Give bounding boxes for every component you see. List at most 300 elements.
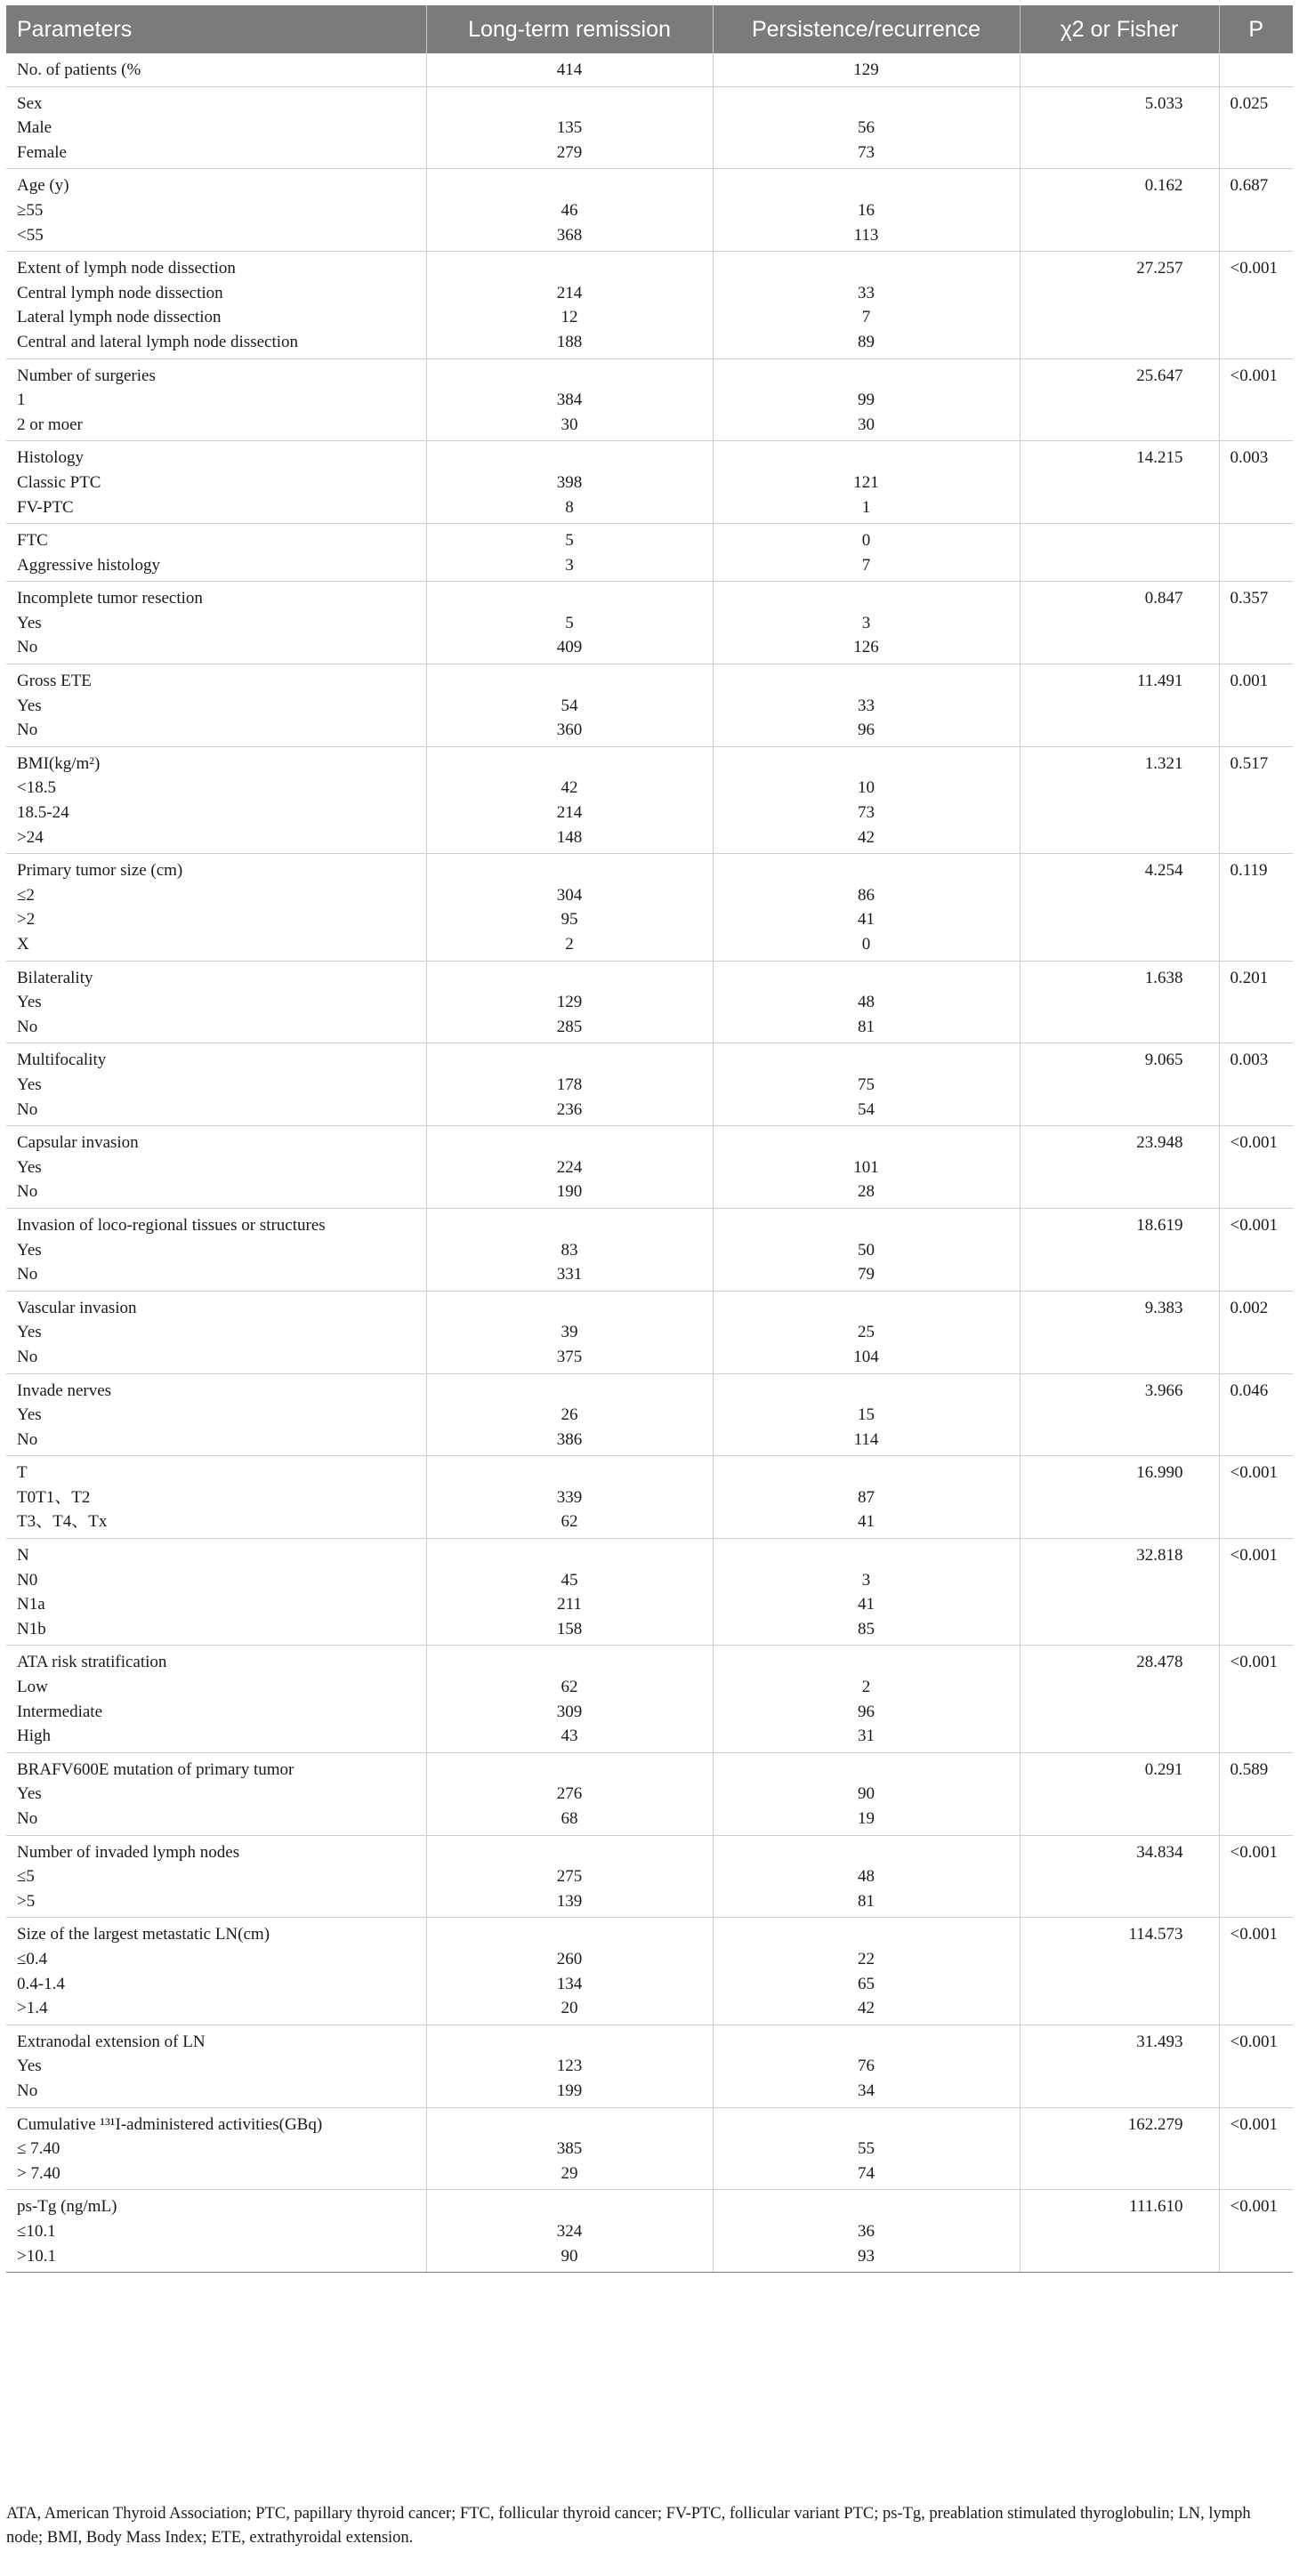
parameter-cell (6, 86, 426, 169)
remission-count: 304 (556, 885, 583, 905)
recurrence-count (724, 1213, 1009, 1238)
parameter-label: 0.4-1.4 (17, 1974, 65, 1993)
statistic-cell (1020, 746, 1219, 853)
recurrence-count: 0 (861, 935, 871, 954)
recurrence-count: 48 (858, 993, 875, 1012)
statistic-value: 111.610 (1129, 2197, 1183, 2217)
statistic-value (1031, 528, 1183, 553)
recurrence-count: 74 (858, 2163, 875, 2183)
parameter-label: N1b (17, 1619, 46, 1638)
remission-count: 276 (556, 1784, 583, 1804)
p-value-cell (1219, 1646, 1293, 1752)
statistic-cell (1020, 854, 1219, 961)
table-row (6, 1291, 1293, 1373)
parameter-label: Yes (17, 1075, 42, 1094)
remission-count (438, 364, 702, 389)
recurrence-count: 28 (858, 1182, 875, 1202)
statistic-value: 28.478 (1136, 1653, 1183, 1672)
recurrence-count (724, 669, 1009, 694)
table-row (6, 1373, 1293, 1456)
remission-count: 45 (561, 1570, 578, 1590)
recurrence-count: 76 (858, 2057, 875, 2076)
remission-count (438, 1296, 702, 1321)
parameter-label: Yes (17, 1784, 42, 1804)
statistic-cell (1020, 1918, 1219, 2025)
parameter-label: >10.1 (17, 2246, 56, 2266)
p-value: 0.003 (1230, 1051, 1269, 1070)
recurrence-count (724, 858, 1009, 883)
parameter-label: >5 (17, 1891, 36, 1911)
remission-count: 285 (556, 1017, 583, 1036)
statistic-value: 5.033 (1144, 93, 1183, 113)
parameter-label: 2 or moer (17, 415, 83, 434)
parameter-cell (6, 1043, 426, 1126)
parameter-cell (6, 169, 426, 252)
parameter-cell (6, 441, 426, 524)
parameter-label: Aggressive histology (17, 555, 160, 575)
parameter-label: Number of surgeries (17, 366, 156, 385)
parameter-label: ≤10.1 (17, 2221, 56, 2241)
parameter-label: Yes (17, 1323, 42, 1342)
p-value-cell (1219, 1126, 1293, 1209)
remission-count: 30 (561, 415, 578, 434)
parameter-cell (6, 582, 426, 664)
parameter-label: Extranodal extension of LN (17, 2032, 206, 2051)
persistence-recurrence-cell (713, 169, 1020, 252)
recurrence-count: 104 (853, 1347, 879, 1366)
p-value: <0.001 (1230, 2114, 1278, 2134)
table-row (6, 1646, 1293, 1752)
remission-count: 375 (556, 1347, 583, 1366)
long-term-remission-cell (426, 441, 713, 524)
table-row (6, 664, 1293, 747)
remission-count: 8 (565, 497, 574, 517)
parameter-label: No (17, 1099, 38, 1119)
recurrence-count: 73 (858, 142, 875, 162)
header-long-term-remission: Long-term remission (426, 5, 713, 53)
p-value-cell (1219, 746, 1293, 853)
statistic-cell (1020, 1646, 1219, 1752)
recurrence-count: 113 (853, 225, 879, 245)
p-value-cell (1219, 1918, 1293, 2025)
parameter-cell (6, 746, 426, 853)
recurrence-count: 22 (858, 1949, 875, 1968)
statistic-value: 14.215 (1136, 448, 1183, 468)
table-row (6, 441, 1293, 524)
p-value: <0.001 (1230, 1925, 1278, 1944)
p-value: <0.001 (1230, 2032, 1278, 2051)
p-value-cell (1219, 524, 1293, 582)
p-value: 0.119 (1230, 861, 1268, 881)
parameter-cell (6, 1291, 426, 1373)
parameter-label: Primary tumor size (cm) (17, 861, 183, 881)
parameter-label: Extent of lymph node dissection (17, 259, 236, 278)
parameter-label: T0T1、T2 (17, 1487, 91, 1507)
parameter-label: Yes (17, 1240, 42, 1260)
persistence-recurrence-cell (713, 441, 1020, 524)
statistic-value: 18.619 (1136, 1215, 1183, 1235)
recurrence-count: 126 (853, 638, 879, 657)
remission-count (438, 669, 702, 694)
parameter-label: Gross ETE (17, 672, 92, 691)
parameter-label: ≤ 7.40 (17, 2139, 61, 2159)
remission-count: 331 (556, 1265, 583, 1284)
remission-count (438, 1379, 702, 1404)
statistic-cell (1020, 1835, 1219, 1918)
recurrence-count (724, 752, 1009, 777)
recurrence-count: 96 (858, 720, 875, 740)
parameter-label: Intermediate (17, 1702, 103, 1721)
persistence-recurrence-cell (713, 1752, 1020, 1835)
statistic-cell (1020, 252, 1219, 358)
remission-count (438, 1758, 702, 1783)
recurrence-count: 42 (858, 1999, 875, 2018)
statistic-value: 0.847 (1144, 589, 1183, 608)
p-value-cell (1219, 1043, 1293, 1126)
recurrence-count: 65 (858, 1974, 875, 1993)
remission-count: 90 (561, 2246, 578, 2266)
recurrence-count (724, 256, 1009, 281)
recurrence-count: 0 (861, 531, 871, 551)
statistic-value: 162.279 (1127, 2114, 1183, 2134)
parameter-cell (6, 1539, 426, 1646)
parameter-label: ATA risk stratification (17, 1653, 167, 1672)
remission-count: 385 (556, 2139, 583, 2159)
recurrence-count: 96 (858, 1702, 875, 1721)
p-value: 0.025 (1230, 93, 1269, 113)
statistic-cell (1020, 582, 1219, 664)
long-term-remission-cell (426, 524, 713, 582)
persistence-recurrence-cell (713, 1373, 1020, 1456)
statistic-value: 32.818 (1136, 1546, 1183, 1566)
remission-count: 62 (561, 1678, 578, 1697)
long-term-remission-cell (426, 1835, 713, 1918)
statistic-cell (1020, 1291, 1219, 1373)
long-term-remission-cell (426, 1291, 713, 1373)
parameter-label: No (17, 1429, 38, 1449)
statistic-cell (1020, 2107, 1219, 2190)
parameter-cell (6, 1208, 426, 1291)
parameter-label: Incomplete tumor resection (17, 589, 203, 608)
recurrence-count (724, 364, 1009, 389)
parameter-label: Central lymph node dissection (17, 283, 223, 302)
recurrence-count: 34 (858, 2081, 875, 2100)
parameter-label: Yes (17, 696, 42, 715)
parameter-cell (6, 53, 426, 86)
table-row (6, 2190, 1293, 2273)
remission-count: 123 (556, 2057, 583, 2076)
table-row (6, 582, 1293, 664)
parameter-label: Age (y) (17, 176, 69, 196)
parameter-label: No (17, 1347, 38, 1366)
remission-count: 360 (556, 720, 583, 740)
p-value-cell (1219, 1373, 1293, 1456)
statistic-value: 114.573 (1128, 1925, 1183, 1944)
remission-count: 29 (561, 2163, 578, 2183)
parameter-cell (6, 1126, 426, 1209)
remission-count (438, 752, 702, 777)
parameter-label: Lateral lymph node dissection (17, 308, 222, 327)
recurrence-count (724, 2113, 1009, 2137)
statistic-value: 31.493 (1136, 2032, 1183, 2051)
remission-count: 211 (557, 1595, 582, 1614)
header-parameters: Parameters (6, 5, 426, 53)
remission-count: 158 (556, 1619, 583, 1638)
parameter-label: No (17, 638, 38, 657)
p-value: 0.003 (1230, 448, 1269, 468)
parameter-label: Multifocality (17, 1051, 107, 1070)
remission-count: 236 (556, 1099, 583, 1119)
recurrence-count: 85 (858, 1619, 875, 1638)
p-value-cell (1219, 2107, 1293, 2190)
parameter-cell (6, 524, 426, 582)
table-row (6, 358, 1293, 441)
p-value-cell (1219, 86, 1293, 169)
table-footnote: ATA, American Thyroid Association; PTC, papillary thyroid cancer; FTC, follicular thyroid cancer; FV-PTC, follicular variant PTC; ps-Tg, preablation stimulated thyroglobulin; LN, lymph node; BMI, Body Mass Index; ETE, extrathyroidal extension. (6, 2505, 1251, 2547)
p-value-cell (1219, 1539, 1293, 1646)
remission-count (438, 2194, 702, 2219)
table-row (6, 1835, 1293, 1918)
parameter-label: ≤0.4 (17, 1949, 48, 1968)
parameter-label: BMI(kg/m²) (17, 753, 101, 773)
statistic-value: 0.162 (1144, 176, 1183, 196)
p-value-cell (1219, 2025, 1293, 2107)
persistence-recurrence-cell (713, 961, 1020, 1043)
parameter-label: Number of invaded lymph nodes (17, 1842, 240, 1862)
recurrence-count (724, 2194, 1009, 2219)
remission-count (438, 1650, 702, 1675)
parameter-cell (6, 2025, 426, 2107)
table-row (6, 2107, 1293, 2190)
remission-count: 414 (556, 60, 583, 79)
persistence-recurrence-cell (713, 252, 1020, 358)
parameter-label: Bilaterality (17, 968, 93, 987)
recurrence-count: 15 (858, 1405, 875, 1425)
parameter-label: Yes (17, 2057, 42, 2076)
table-body (6, 53, 1293, 2273)
parameter-label: X (17, 935, 29, 954)
remission-count (438, 256, 702, 281)
persistence-recurrence-cell (713, 2107, 1020, 2190)
statistic-value: 25.647 (1136, 366, 1183, 385)
remission-count: 309 (556, 1702, 583, 1721)
recurrence-count: 16 (858, 200, 875, 220)
parameter-label: High (17, 1727, 51, 1746)
recurrence-count: 114 (853, 1429, 879, 1449)
recurrence-count: 93 (858, 2246, 875, 2266)
persistence-recurrence-cell (713, 1208, 1020, 1291)
statistic-cell (1020, 1373, 1219, 1456)
statistic-cell (1020, 169, 1219, 252)
statistic-value: 23.948 (1136, 1133, 1183, 1153)
p-value-cell (1219, 1835, 1293, 1918)
statistic-value: 9.383 (1144, 1298, 1183, 1317)
persistence-recurrence-cell (713, 664, 1020, 747)
persistence-recurrence-cell (713, 1291, 1020, 1373)
recurrence-count: 81 (858, 1891, 875, 1911)
p-value: 0.589 (1230, 1759, 1269, 1779)
remission-count: 2 (565, 935, 574, 954)
recurrence-count (724, 1461, 1009, 1485)
persistence-recurrence-cell (713, 1126, 1020, 1209)
p-value-cell (1219, 582, 1293, 664)
parameter-cell (6, 854, 426, 961)
parameter-label: No (17, 2081, 38, 2100)
persistence-recurrence-cell (713, 1456, 1020, 1539)
statistic-cell (1020, 1456, 1219, 1539)
p-value: 0.357 (1230, 589, 1269, 608)
remission-count: 62 (561, 1512, 578, 1532)
remission-count: 43 (561, 1727, 578, 1746)
remission-count: 199 (556, 2081, 583, 2100)
p-value-cell (1219, 854, 1293, 961)
parameter-label: Histology (17, 448, 84, 468)
long-term-remission-cell (426, 1208, 713, 1291)
parameter-label: ps-Tg (ng/mL) (17, 2197, 117, 2217)
persistence-recurrence-cell (713, 854, 1020, 961)
parameter-label: No (17, 1265, 38, 1284)
remission-count (438, 966, 702, 991)
remission-count (438, 1131, 702, 1155)
p-value: <0.001 (1230, 1653, 1278, 1672)
remission-count: 83 (561, 1240, 578, 1260)
parameter-label: Invasion of loco-regional tissues or structures (17, 1215, 326, 1235)
p-value-cell (1219, 1456, 1293, 1539)
statistic-value: 16.990 (1136, 1463, 1183, 1483)
long-term-remission-cell (426, 746, 713, 853)
p-value: <0.001 (1230, 259, 1278, 278)
recurrence-count (724, 92, 1009, 117)
table-row (6, 1126, 1293, 1209)
long-term-remission-cell (426, 1373, 713, 1456)
recurrence-count: 48 (858, 1867, 875, 1887)
p-value: <0.001 (1230, 1133, 1278, 1153)
recurrence-count (724, 1650, 1009, 1675)
remission-count: 148 (556, 827, 583, 847)
table-row (6, 86, 1293, 169)
statistic-cell (1020, 358, 1219, 441)
remission-count: 39 (561, 1323, 578, 1342)
parameter-label: <18.5 (17, 778, 56, 798)
parameter-label: Sex (17, 93, 43, 113)
statistic-cell (1020, 1126, 1219, 1209)
parameter-label: FV-PTC (17, 497, 74, 517)
long-term-remission-cell (426, 1539, 713, 1646)
persistence-recurrence-cell (713, 1835, 1020, 1918)
p-value-cell (1219, 961, 1293, 1043)
persistence-recurrence-cell (713, 1918, 1020, 2025)
statistic-cell (1020, 2025, 1219, 2107)
remission-count (438, 446, 702, 471)
parameter-cell (6, 1646, 426, 1752)
statistic-cell (1020, 1752, 1219, 1835)
remission-count: 260 (556, 1949, 583, 1968)
recurrence-count (724, 1048, 1009, 1073)
recurrence-count (724, 2030, 1009, 2055)
statistic-cell (1020, 1043, 1219, 1126)
recurrence-count (724, 1922, 1009, 1947)
parameter-label: T3、T4、Tx (17, 1512, 108, 1532)
parameter-cell (6, 1918, 426, 2025)
persistence-recurrence-cell (713, 358, 1020, 441)
remission-count: 54 (561, 696, 578, 715)
p-value: 0.001 (1230, 672, 1269, 691)
recurrence-count: 1 (861, 497, 871, 517)
parameter-cell (6, 1373, 426, 1456)
p-value: <0.001 (1230, 1842, 1278, 1862)
recurrence-count: 19 (858, 1809, 875, 1828)
table-row (6, 169, 1293, 252)
remission-count: 20 (561, 1999, 578, 2018)
recurrence-count: 2 (861, 1678, 871, 1697)
long-term-remission-cell (426, 252, 713, 358)
recurrence-count: 89 (858, 332, 875, 351)
persistence-recurrence-cell (713, 1646, 1020, 1752)
remission-count: 384 (556, 390, 583, 410)
parameter-label: Classic PTC (17, 472, 101, 492)
long-term-remission-cell (426, 582, 713, 664)
parameter-label: Capsular invasion (17, 1133, 139, 1153)
remission-count: 135 (556, 118, 583, 138)
recurrence-count: 101 (853, 1157, 879, 1177)
statistic-value: 4.254 (1144, 861, 1183, 881)
p-value-cell (1219, 1752, 1293, 1835)
statistic-cell (1020, 441, 1219, 524)
long-term-remission-cell (426, 358, 713, 441)
p-value-cell (1219, 1291, 1293, 1373)
parameter-label: No (17, 1017, 38, 1036)
parameter-label: 18.5-24 (17, 803, 69, 823)
table-row (6, 961, 1293, 1043)
recurrence-count: 41 (858, 1512, 875, 1532)
parameter-label: No (17, 720, 38, 740)
persistence-recurrence-cell (713, 1043, 1020, 1126)
parameter-label: Invade nerves (17, 1381, 112, 1400)
parameter-cell (6, 1752, 426, 1835)
table-row (6, 1752, 1293, 1835)
long-term-remission-cell (426, 961, 713, 1043)
parameter-cell (6, 2107, 426, 2190)
recurrence-count: 129 (853, 60, 879, 79)
persistence-recurrence-cell (713, 2025, 1020, 2107)
parameter-label: N (17, 1546, 29, 1566)
statistic-value: 11.491 (1136, 672, 1183, 691)
statistic-value (1031, 58, 1183, 83)
recurrence-count: 30 (858, 415, 875, 434)
remission-count: 190 (556, 1182, 583, 1202)
p-value: 0.517 (1230, 753, 1269, 773)
parameter-label: Male (17, 118, 52, 138)
persistence-recurrence-cell (713, 524, 1020, 582)
results-table (6, 5, 1293, 2273)
long-term-remission-cell (426, 1646, 713, 1752)
p-value-cell (1219, 441, 1293, 524)
statistic-cell (1020, 961, 1219, 1043)
recurrence-count: 56 (858, 118, 875, 138)
parameter-cell (6, 1835, 426, 1918)
p-value-cell (1219, 1208, 1293, 1291)
remission-count: 214 (556, 283, 583, 302)
parameter-label: Yes (17, 993, 42, 1012)
persistence-recurrence-cell (713, 53, 1020, 86)
persistence-recurrence-cell (713, 86, 1020, 169)
statistic-cell (1020, 86, 1219, 169)
remission-count: 3 (565, 555, 574, 575)
remission-count (438, 586, 702, 611)
parameter-label: Low (17, 1678, 48, 1697)
recurrence-count (724, 1840, 1009, 1865)
persistence-recurrence-cell (713, 746, 1020, 853)
